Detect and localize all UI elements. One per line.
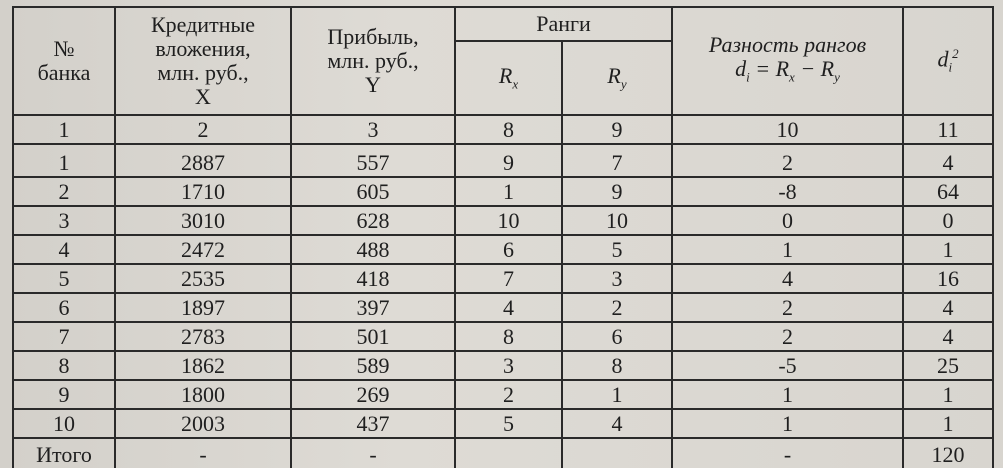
- table-cell: 1: [672, 235, 903, 264]
- table-cell: 3010: [115, 206, 291, 235]
- table-cell: 4: [562, 409, 672, 438]
- table-cell: 3: [13, 206, 115, 235]
- header-credit: Кредитные вложения, млн. руб., X: [115, 7, 291, 115]
- column-number: 10: [672, 115, 903, 144]
- header-profit: Прибыль, млн. руб., Y: [291, 7, 455, 115]
- table-cell: 2: [455, 380, 562, 409]
- header-ranks: Ранги: [455, 7, 672, 41]
- header-ry: $R_y$: [562, 41, 672, 115]
- header-d-squared: $d_i^2$: [903, 7, 993, 115]
- table-cell: 5: [455, 409, 562, 438]
- table-cell: 1: [903, 235, 993, 264]
- table-cell: 418: [291, 264, 455, 293]
- table-cell: 64: [903, 177, 993, 206]
- table-cell: 8: [455, 322, 562, 351]
- table-cell: 2: [13, 177, 115, 206]
- table-cell: 605: [291, 177, 455, 206]
- table-row: [13, 380, 993, 409]
- table-cell: 1: [562, 380, 672, 409]
- header-rank-difference: Разность рангов $d_i = R_x - R_y$: [672, 7, 903, 115]
- table-cell: 1800: [115, 380, 291, 409]
- table-cell: 10: [562, 206, 672, 235]
- table-cell: 8: [13, 351, 115, 380]
- table-cell: -5: [672, 351, 903, 380]
- table-row: [13, 235, 993, 264]
- table-cell: 1862: [115, 351, 291, 380]
- total-label: Итого: [13, 438, 115, 468]
- table-cell: 5: [562, 235, 672, 264]
- column-number: 11: [903, 115, 993, 144]
- header-bank-no: № банка: [13, 7, 115, 115]
- table-cell: 488: [291, 235, 455, 264]
- table-cell: 8: [562, 351, 672, 380]
- table-cell: 7: [562, 144, 672, 177]
- table-cell: 1: [903, 380, 993, 409]
- total-d-squared: 120: [903, 438, 993, 468]
- table-cell: 2: [672, 144, 903, 177]
- table-cell: 10: [13, 409, 115, 438]
- table-cell: 6: [562, 322, 672, 351]
- table-cell: 3: [455, 351, 562, 380]
- total-cell: [455, 438, 562, 468]
- table-cell: 1: [13, 144, 115, 177]
- table-cell: 2472: [115, 235, 291, 264]
- table-cell: 397: [291, 293, 455, 322]
- rank-correlation-table: [12, 6, 994, 468]
- table-cell: 1: [672, 409, 903, 438]
- column-number: 1: [13, 115, 115, 144]
- table-cell: 437: [291, 409, 455, 438]
- table-cell: 4: [903, 322, 993, 351]
- table-cell: 2003: [115, 409, 291, 438]
- table-cell: 557: [291, 144, 455, 177]
- table-cell: 9: [455, 144, 562, 177]
- table-cell: 25: [903, 351, 993, 380]
- table-cell: 6: [455, 235, 562, 264]
- table-cell: -8: [672, 177, 903, 206]
- header-rx: $R_x$: [455, 41, 562, 115]
- table-cell: 501: [291, 322, 455, 351]
- table-cell: 4: [13, 235, 115, 264]
- table-row: [13, 351, 993, 380]
- table-row: [13, 177, 993, 206]
- table-cell: 4: [455, 293, 562, 322]
- table-cell: 2783: [115, 322, 291, 351]
- table-row: [13, 206, 993, 235]
- table-cell: 269: [291, 380, 455, 409]
- table-cell: 9: [13, 380, 115, 409]
- table-cell: 628: [291, 206, 455, 235]
- table-row: [13, 293, 993, 322]
- table-row: [13, 322, 993, 351]
- table-cell: 5: [13, 264, 115, 293]
- total-cell: [562, 438, 672, 468]
- table-cell: 1: [903, 409, 993, 438]
- total-row: [13, 438, 993, 468]
- table-cell: 7: [455, 264, 562, 293]
- table-row: [13, 409, 993, 438]
- total-cell: -: [291, 438, 455, 468]
- table-row: [13, 144, 993, 177]
- table-cell: 2535: [115, 264, 291, 293]
- column-number: 2: [115, 115, 291, 144]
- table-cell: 589: [291, 351, 455, 380]
- table-cell: 0: [903, 206, 993, 235]
- column-number: 8: [455, 115, 562, 144]
- table-cell: 1897: [115, 293, 291, 322]
- table-cell: 4: [903, 293, 993, 322]
- column-number: 3: [291, 115, 455, 144]
- table-cell: 6: [13, 293, 115, 322]
- table-cell: 3: [562, 264, 672, 293]
- table-cell: 2: [672, 293, 903, 322]
- table-cell: 2: [562, 293, 672, 322]
- total-cell: -: [115, 438, 291, 468]
- table-cell: 4: [903, 144, 993, 177]
- table-cell: 16: [903, 264, 993, 293]
- table-cell: 0: [672, 206, 903, 235]
- table-cell: 1710: [115, 177, 291, 206]
- table-cell: 2: [672, 322, 903, 351]
- table-cell: 9: [562, 177, 672, 206]
- column-number: 9: [562, 115, 672, 144]
- total-cell: -: [672, 438, 903, 468]
- table-cell: 4: [672, 264, 903, 293]
- table-cell: 10: [455, 206, 562, 235]
- table-row: [13, 264, 993, 293]
- table-cell: 7: [13, 322, 115, 351]
- table-cell: 2887: [115, 144, 291, 177]
- column-numbers-row: [13, 115, 993, 144]
- table-cell: 1: [672, 380, 903, 409]
- table-cell: 1: [455, 177, 562, 206]
